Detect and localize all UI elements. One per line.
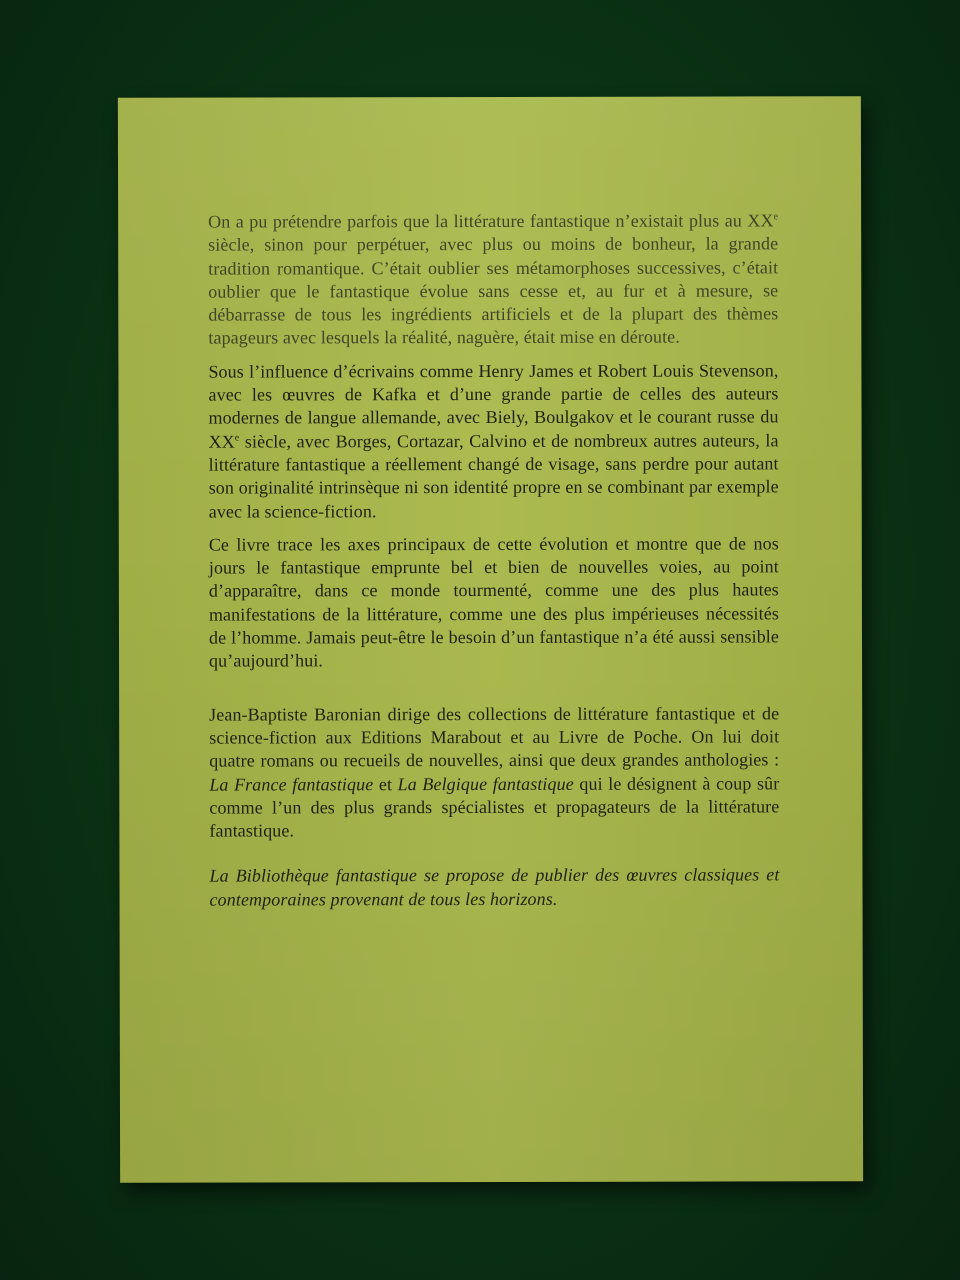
paragraph-intro-text-b: siècle, sinon pour perpétuer, avec plus ou moins de bonheur, la grande tradition romantique. C’était oublier ses métamorphoses successives, c’était oublier que le fantastique évolue sans cesse et, au fur et à mesure, se débarrasse de tous les ingrédients artificiels et de la plupart des thèmes tapageurs avec lesquels la réalité, naguère, était mise en déroute. xyxy=(208,233,779,349)
superscript-e: e xyxy=(234,432,240,444)
anthology-title-france: La France fantastique xyxy=(209,773,374,795)
paragraph-intro-text-a: On a pu prétendre parfois que la littérature fantastique n’existait plus au XX xyxy=(208,210,774,232)
superscript-e: e xyxy=(773,211,779,223)
paragraph-author-bio xyxy=(209,702,779,843)
paragraph-influences-text-a: Sous l’influence d’écrivains comme Henry James et Robert Louis Stevenson, avec les œuvres de Kafka et d’une grande partie de celles des auteurs modernes de langue allemande, avec Biely, Boulgakov et le courant russe du XX xyxy=(208,360,779,452)
blurb-text xyxy=(208,209,779,911)
paragraph-influences xyxy=(208,359,778,523)
author-bio-text-a: Jean-Baptiste Baronian dirige des collections de littérature fantastique et de science-fiction aux Editions Marabout et au Livre de Poche. On lui doit quatre romans ou recueils de nouvelles, ainsi que deux grandes anthologies : xyxy=(209,703,780,771)
author-bio-text-mid: et xyxy=(373,773,398,794)
paragraph-influences-text-b: siècle, avec Borges, Cortazar, Calvino et de nombreux autres auteurs, la littérature fantastique a réellement changé de visage, sans perdre pour autant son originalité intrinsèque ni son identité propre en se combinant par exemple avec la science-fiction. xyxy=(208,430,779,522)
author-bio-text-b: qui le désignent à coup sûr comme l’un des plus grands spécialistes et propagateurs de la littérature fantastique. xyxy=(209,772,780,841)
book-back-cover xyxy=(118,96,863,1183)
paragraph-collection-note: La Bibliothèque fantastique se propose de publier des œuvres classiques et contemporaines provenant de tous les horizons. xyxy=(209,864,780,910)
paragraph-intro xyxy=(208,209,778,350)
anthology-title-belgique: La Belgique fantastique xyxy=(397,773,574,794)
paragraph-book-summary: Ce livre trace les axes principaux de cette évolution et montre que de nos jours le fantastique emprunte bel et bien de nouvelles voies, au point d’apparaître, dans ce monde tourmenté, comme une des plus hautes manifestations de la littérature, comme une des plus impérieuses nécessités de l’homme. Jamais peut-être le besoin d’un fantastique n’a été aussi sensible qu’aujourd’hui. xyxy=(208,533,780,671)
